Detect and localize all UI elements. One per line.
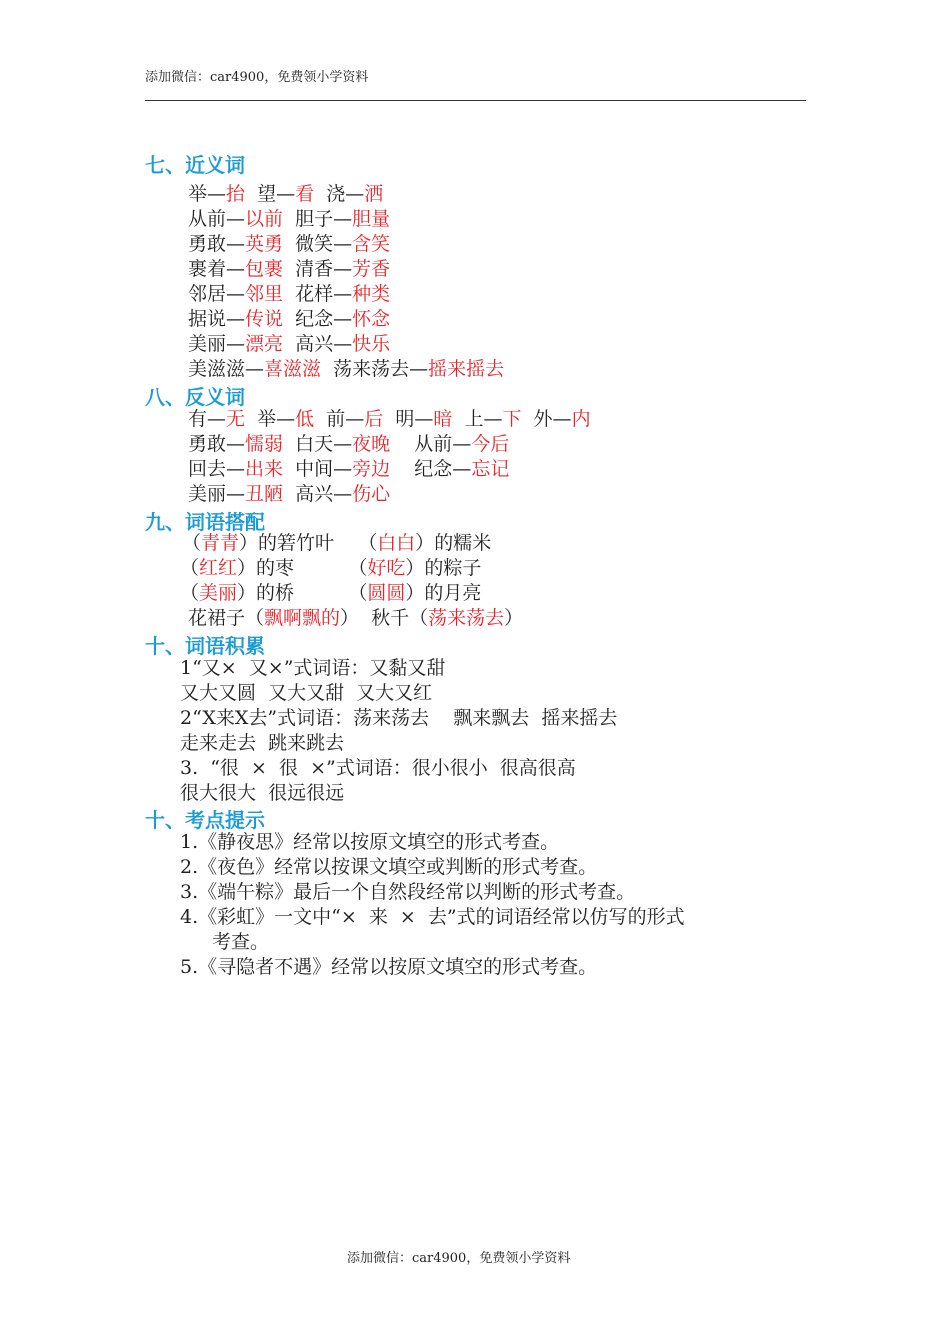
accumulation-line-4: 走来走去 跳来跳去 xyxy=(180,732,345,754)
synonym-row-4: 裹着—包裹 清香—芳香 xyxy=(188,258,391,280)
antonym-row-2: 勇敢—懦弱 白天—夜晚 从前—今后 xyxy=(188,433,510,455)
tip-line-1: 1.《静夜思》经常以按原文填空的形式考查。 xyxy=(180,831,560,853)
section-title-antonyms: 八、反义词 xyxy=(145,385,245,409)
collocation-row-2: （红红）的枣 （好吃）的粽子 xyxy=(180,557,482,579)
antonym-row-4: 美丽—丑陋 高兴—伤心 xyxy=(188,483,391,505)
collocation-row-1: （青青）的箬竹叶 （白白）的糯米 xyxy=(182,532,492,554)
antonym-row-3: 回去—出来 中间—旁边 纪念—忘记 xyxy=(188,458,510,480)
accumulation-line-3: 2“X来X去”式词语：荡来荡去 飘来飘去 摇来摇去 xyxy=(180,707,618,729)
section-title-synonyms: 七、近义词 xyxy=(145,153,245,177)
tip-line-3: 3.《端午粽》最后一个自然段经常以判断的形式考查。 xyxy=(180,881,636,903)
accumulation-line-2: 又大又圆 又大又甜 又大又红 xyxy=(180,682,433,704)
antonym-row-1: 有—无 举—低 前—后 明—暗 上—下 外—内 xyxy=(188,408,591,430)
accumulation-line-5: 3. “很 × 很 ×”式词语：很小很小 很高很高 xyxy=(180,757,576,779)
synonym-row-6: 据说—传说 纪念—怀念 xyxy=(188,308,391,330)
section-title-collocations: 九、词语搭配 xyxy=(145,510,265,534)
accumulation-line-6: 很大很大 很远很远 xyxy=(180,782,345,804)
page-footer: 添加微信：car4900，免费领小学资料 xyxy=(347,1251,571,1266)
tip-line-2: 2.《夜色》经常以按课文填空或判断的形式考查。 xyxy=(180,856,598,878)
synonym-row-1: 举—抬 望—看 浇—洒 xyxy=(188,183,384,205)
synonym-row-7: 美丽—漂亮 高兴—快乐 xyxy=(188,333,391,355)
collocation-row-3: （美丽）的桥 （圆圆）的月亮 xyxy=(180,582,482,604)
header-divider xyxy=(145,100,806,101)
synonym-row-3: 勇敢—英勇 微笑—含笑 xyxy=(188,233,391,255)
tip-line-4-cont: 考查。 xyxy=(212,931,270,953)
section-title-exam-tips: 十、考点提示 xyxy=(145,808,265,832)
synonym-row-5: 邻居—邻里 花样—种类 xyxy=(188,283,391,305)
collocation-row-4: 花裙子（飘啊飘的） 秋千（荡来荡去） xyxy=(188,607,524,629)
synonym-row-2: 从前—以前 胆子—胆量 xyxy=(188,208,391,230)
page-header: 添加微信：car4900，免费领小学资料 xyxy=(145,70,369,85)
tip-line-5: 5.《寻隐者不遇》经常以按原文填空的形式考查。 xyxy=(180,956,598,978)
tip-line-4: 4.《彩虹》一文中“× 来 × 去”式的词语经常以仿写的形式 xyxy=(180,906,685,928)
accumulation-line-1: 1“又× 又×”式词语：又黏又甜 xyxy=(180,657,446,679)
synonym-row-8: 美滋滋—喜滋滋 荡来荡去—摇来摇去 xyxy=(188,358,505,380)
section-title-word-accumulation: 十、词语积累 xyxy=(145,634,265,658)
